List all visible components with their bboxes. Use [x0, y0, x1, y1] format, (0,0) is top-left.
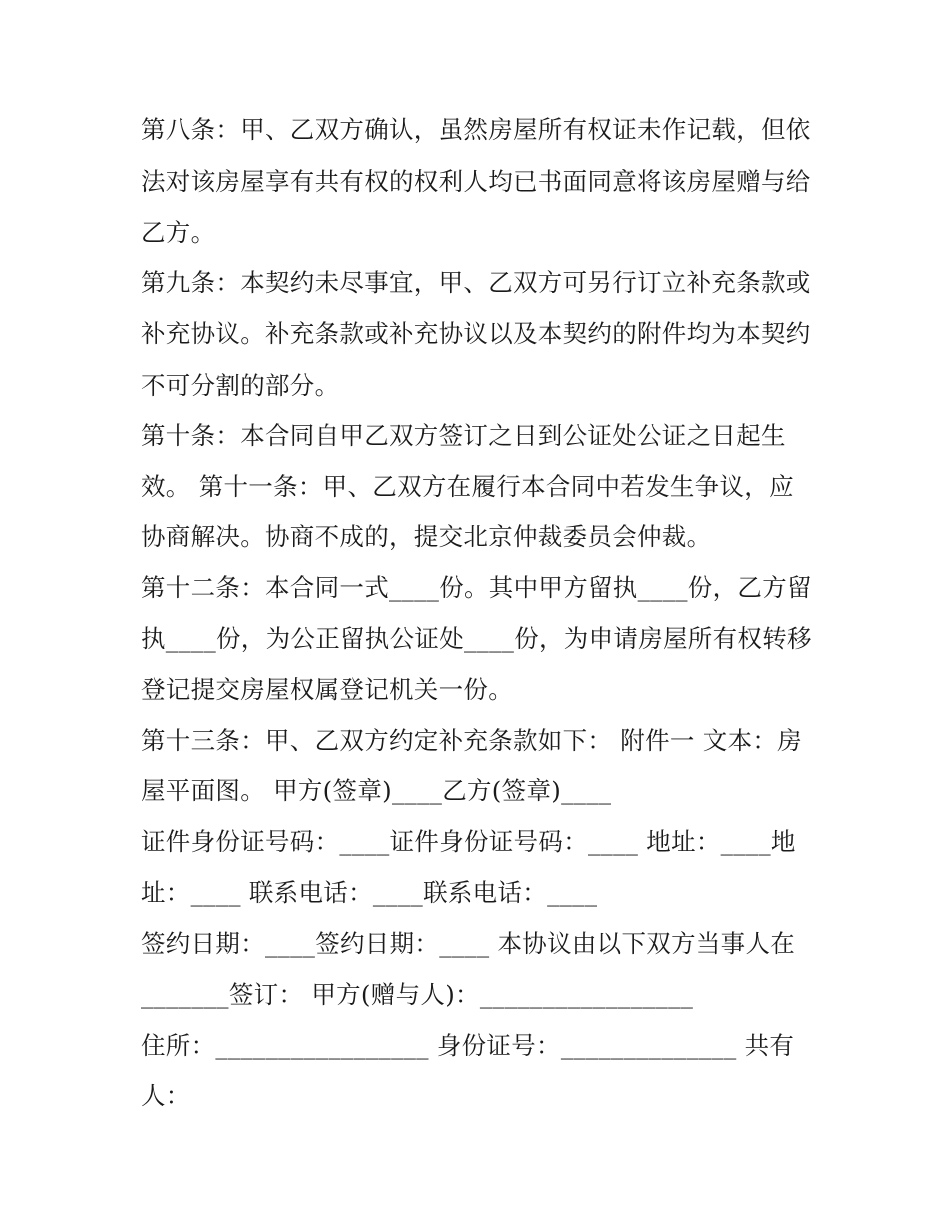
text-line: 协商解决。协商不成的，提交北京仲裁委员会仲裁。	[141, 522, 712, 551]
text-line: 第十三条：甲、乙双方约定补充条款如下： 附件一 文本：房	[141, 726, 802, 755]
text-line: 屋平面图。 甲方(签章)____乙方(签章)____	[141, 776, 612, 805]
text-line: 乙方。	[141, 218, 216, 247]
text-line: 效。 第十一条：甲、乙双方在履行本合同中若发生争议，应	[141, 472, 794, 501]
text-line: 第九条：本契约未尽事宜，甲、乙双方可另行订立补充条款或	[141, 268, 811, 297]
text-line: 住所：_________________ 身份证号：______________ 共有	[141, 1031, 795, 1060]
text-line: 人：	[141, 1081, 191, 1110]
text-line: 址：____ 联系电话：____联系电话：____	[141, 878, 598, 907]
text-line: _______签订： 甲方(赠与人)：_________________	[141, 980, 694, 1009]
text-line: 第十二条：本合同一式____份。其中甲方留执____份，乙方留	[141, 573, 812, 602]
text-line: 第十条：本合同自甲乙双方签订之日到公证处公证之日起生	[141, 421, 786, 450]
text-line: 法对该房屋享有共有权的权利人均已书面同意将该房屋赠与给	[141, 167, 811, 196]
text-line: 执____份，为公正留执公证处____份，为申请房屋所有权转移	[141, 624, 812, 653]
text-line: 证件身份证号码：____证件身份证号码：____ 地址：____地	[141, 827, 796, 856]
text-line: 第八条：甲、乙双方确认，虽然房屋所有权证未作记载，但依	[141, 115, 811, 144]
text-line: 登记提交房屋权属登记机关一份。	[141, 675, 513, 704]
text-line: 补充协议。补充条款或补充协议以及本契约的附件均为本契约	[141, 319, 811, 348]
text-line: 签约日期：____签约日期：____ 本协议由以下双方当事人在	[141, 929, 796, 958]
text-line: 不可分割的部分。	[141, 371, 340, 400]
